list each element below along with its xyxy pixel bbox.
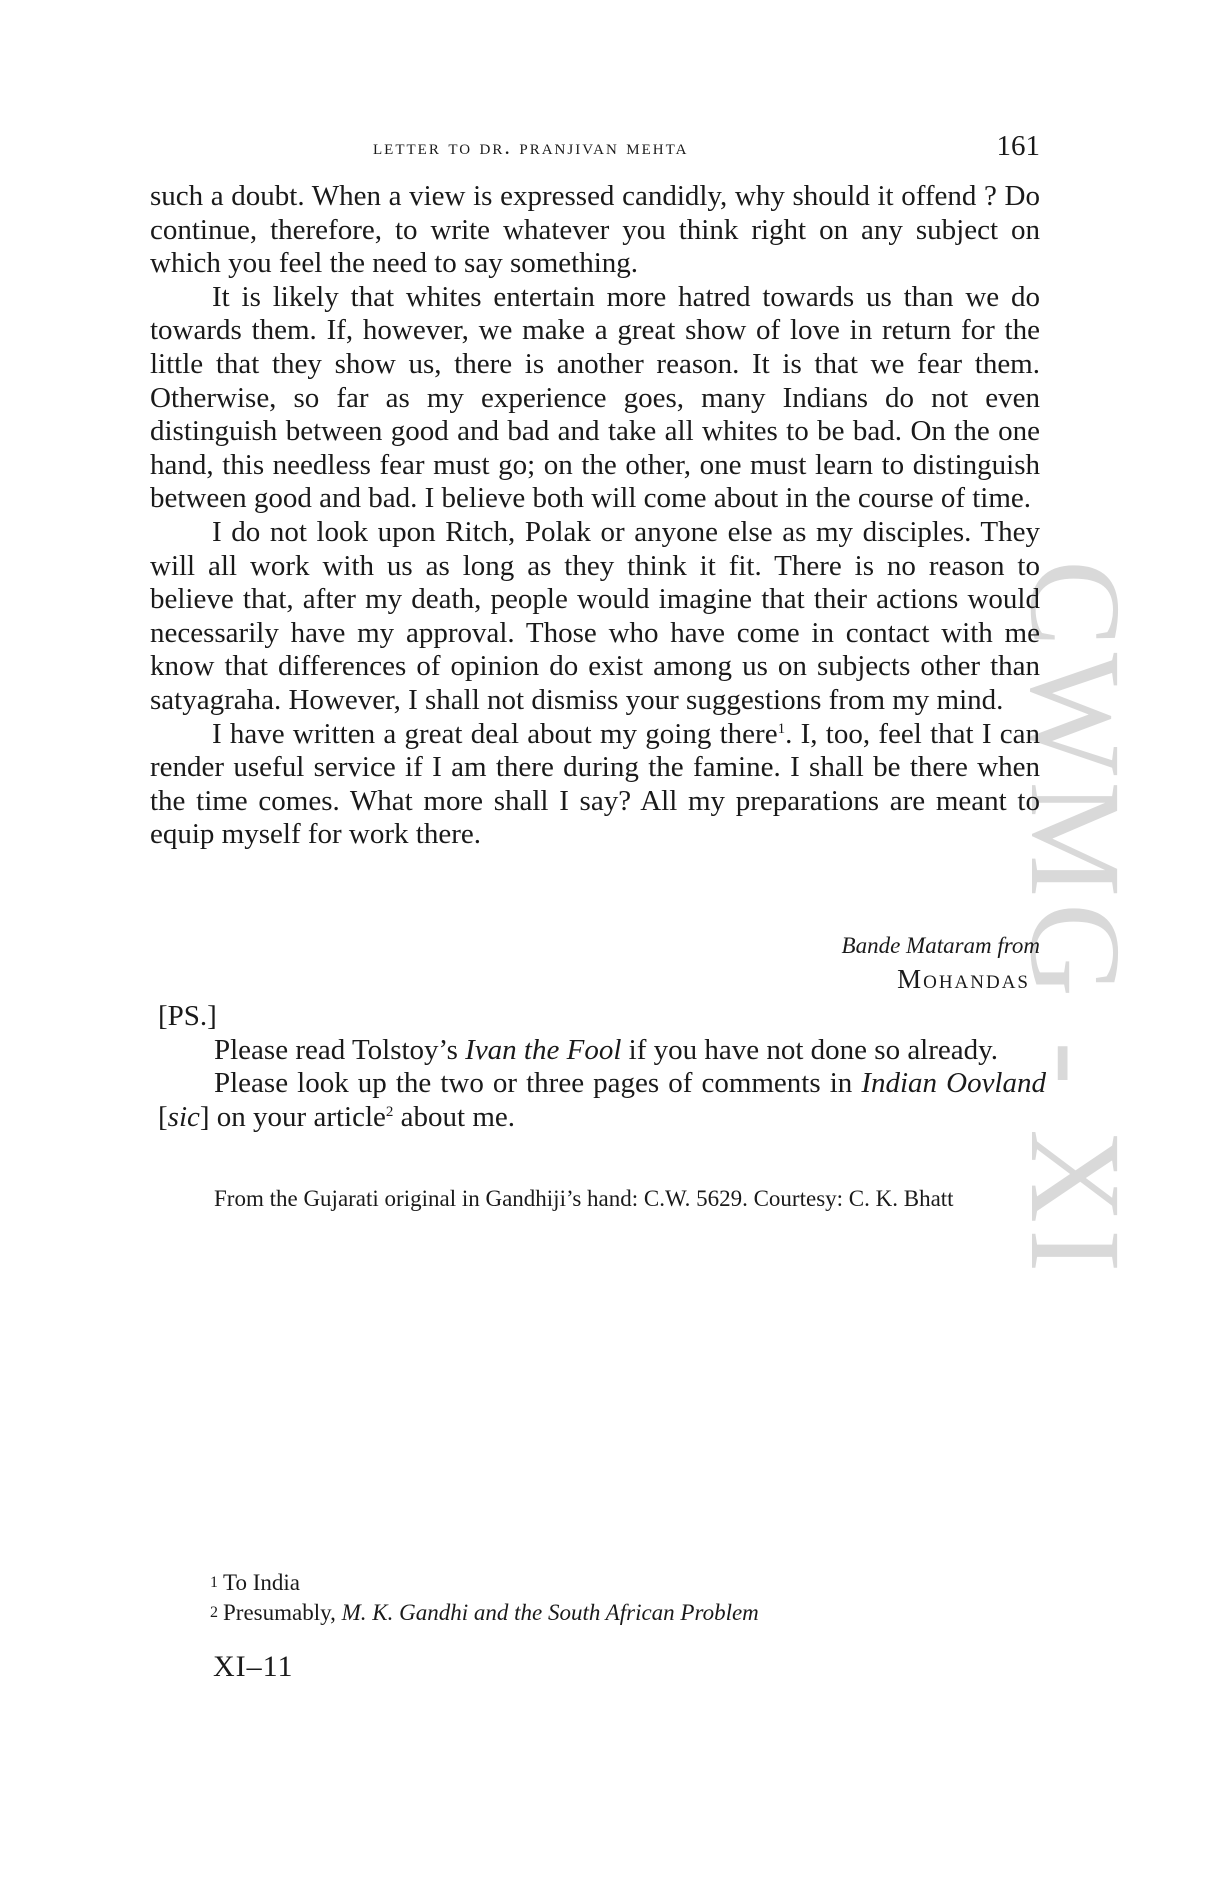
page-header <box>150 130 1040 170</box>
footnote-mark: 1 <box>210 1574 218 1591</box>
footnote-text: To India <box>223 1570 300 1595</box>
signature: Mohandas <box>897 964 1030 994</box>
source-text: From the Gujarati original in Gandhiji’s hand: C.W. 5629. Courtesy: C. K. Bhatt <box>214 1186 954 1211</box>
printer-signature-mark: XI–11 <box>213 1650 294 1683</box>
paragraph-1: such a doubt. When a view is expressed candidly, why should it offend ? Do continue, therefore, to write whatever you think right on any subject on which you feel the need to say something. <box>150 180 1040 280</box>
signoff <box>150 930 1040 996</box>
paragraph-4 <box>150 718 1040 852</box>
postscript <box>158 1000 1046 1134</box>
ps-p1-text-b: if you have not done so already. <box>621 1033 999 1066</box>
footnote-mark: 2 <box>210 1604 218 1621</box>
footnote-text: Presumably, <box>223 1600 342 1625</box>
ps-p2-bracket-open: [ <box>158 1100 168 1133</box>
ps-p2-text-a: Please look up the two or three pages of comments in <box>214 1067 862 1100</box>
ps-label: [PS.] <box>158 1000 217 1032</box>
source-note <box>158 1182 1046 1215</box>
ps-p2-text-b: about me. <box>393 1100 516 1133</box>
watermark: CWMG - XI <box>1003 560 1147 1279</box>
footnote-ref-1: 1 <box>777 720 786 737</box>
footnote-italic-title: M. K. Gandhi and the South African Problem <box>341 1600 759 1625</box>
footnote-1 <box>210 1568 1010 1598</box>
ps-paragraph-1 <box>158 1034 1046 1068</box>
running-head: letter to dr. pranjivan mehta <box>373 134 689 159</box>
footnotes <box>210 1568 1010 1628</box>
paragraph-4-text-b: . I, too, feel that I can render useful service if I am there during the famine. I shall be there when the time comes. What more shall I say? All my preparations are meant to equip myself for work there. <box>150 717 1040 851</box>
book-title: Ivan the Fool <box>465 1033 622 1066</box>
ps-p2-text-mid: ] on your article <box>199 1100 386 1133</box>
paragraph-3: I do not look upon Ritch, Polak or anyone else as my disciples. They will all work with us as long as they think it fit. There is no reason to believe that, after my death, people would imagine that their actions would necessarily have my approval. Those who have come in contact with me know that differences of opinion do exist among us on subjects other than satyagraha. However, I shall not dismiss your suggestions from my mind. <box>150 515 1040 716</box>
paragraph-2: It is likely that whites entertain more hatred towards us than we do towards them. If, however, we make a great show of love in return for the little that they show us, there is another reason. It is that we fear them. Otherwise, so far as my experience goes, many Indians do not even distinguish between good and bad and take all whites to be bad. On the one hand, this needless fear must go; on the other, one must learn to distinguish between good and bad. I believe both will come about in the course of time. <box>150 280 1040 515</box>
salutation: Bande Mataram from <box>841 933 1040 958</box>
paragraph-4-text-a: I have written a great deal about my going there <box>212 717 778 750</box>
letter-body <box>150 180 1040 852</box>
page-number: 161 <box>996 130 1040 162</box>
footnote-ref-2: 2 <box>385 1103 394 1120</box>
footnote-2 <box>210 1598 1010 1628</box>
ps-paragraph-2 <box>158 1067 1046 1134</box>
ps-p1-text-a: Please read Tolstoy’s <box>214 1033 466 1066</box>
sic-mark: sic <box>167 1100 200 1133</box>
periodical-title: Indian Oovland <box>861 1067 1046 1100</box>
